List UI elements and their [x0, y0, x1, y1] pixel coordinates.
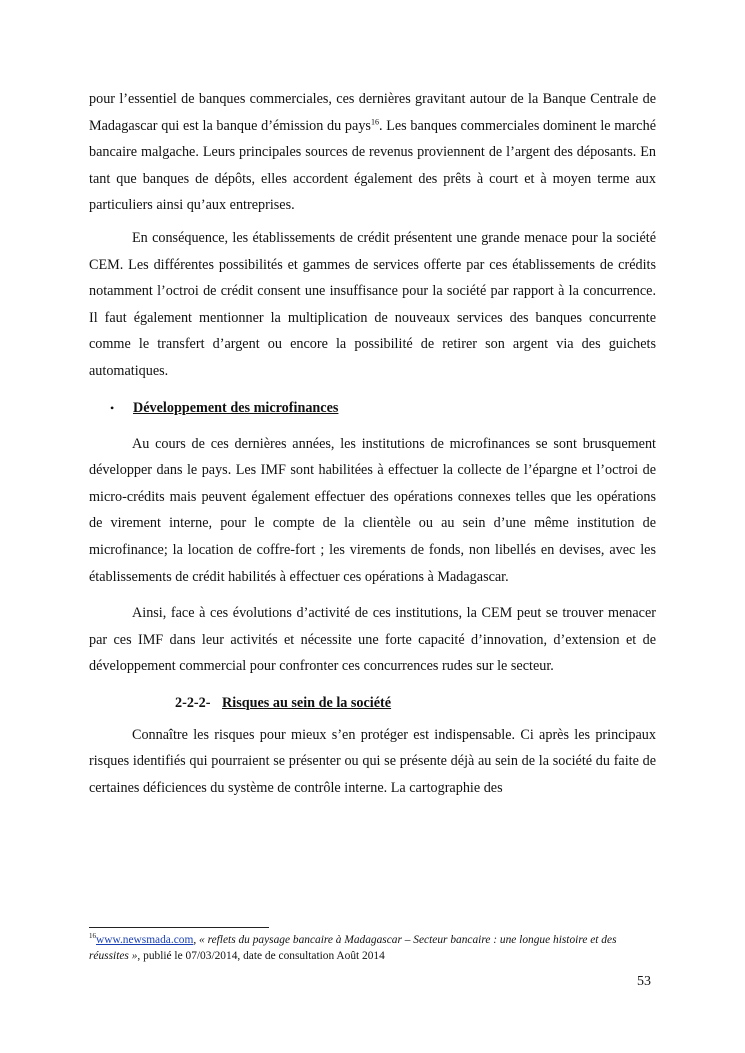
- footnote-number: 16: [89, 932, 96, 941]
- paragraph-credit-threat: En conséquence, les établissements de crédit présentent une grande menace pour la société CEM. Les différentes possibilités et gammes de services offerte par ces établissements de crédits notamment l’octroi de crédit consent une insuffisance pour la société par rapport à la concurrence. Il faut également mentionner la multiplication de nouveaux services des banques concurrente comme le transfert d’argent ou encore la possibilité de retirer son argent via des guichets automatiques.: [89, 229, 656, 379]
- footnote: [89, 932, 656, 964]
- footnote-separator: [89, 927, 269, 928]
- paragraph-risks: Connaître les risques pour mieux s’en protéger est indispensable. Ci après les principaux risques identifiés qui pourraient se présenter ou qui se présente déjà au sein de la société du faite de certaines déficiences du système de contrôle interne. La cartographie des: [89, 726, 656, 797]
- footnote-separator-text: ,: [193, 934, 200, 946]
- footnote-details: , publié le 07/03/2014, date de consultation Août 2014: [137, 950, 385, 962]
- paragraph-imf-threat: Ainsi, face à ces évolutions d’activité de ces institutions, la CEM peut se trouver menacer par ces IMF dans leur activités et nécessite une forte capacité d’innovation, d’extension et de développement commercial pour confronter ces concurrences rudes sur le secteur.: [89, 605, 656, 675]
- page-number: 53: [637, 974, 651, 989]
- footnote-title: « reflets du paysage bancaire à Madagascar – Secteur bancaire : une longue histoire et des réussites »: [89, 934, 617, 962]
- bullet-icon: •: [110, 400, 115, 415]
- paragraph-banks-text-a: pour l’essentiel de banques commerciales, ces dernières gravitant autour de la Banque Centrale de Madagascar qui est la banque d’émission du pays: [89, 91, 656, 134]
- footnote-link[interactable]: www.newsmada.com: [96, 934, 194, 946]
- footnote-ref-16[interactable]: 16: [370, 116, 379, 126]
- bullet-heading-title: Développement des microfinances: [133, 399, 339, 416]
- bullet-heading: [89, 395, 656, 421]
- paragraph-banks: [89, 86, 656, 219]
- section-title: Risques au sein de la société: [222, 694, 392, 711]
- paragraph-microfinance: Au cours de ces dernières années, les institutions de microfinances se sont brusquement développer dans le pays. Les IMF sont habilitées à effectuer la collecte de l’épargne et l’octroi de micro-crédits mais peuvent également effectuer des opérations connexes telles que les opérations de virement interne, pour le compte de la clientèle ou au sein d’une même institution de microfinance; la location de coffre-fort ; les virements de fonds, non libellés en devises, avec les établissements de crédit habilités à effectuer ces opérations à Madagascar.: [89, 435, 656, 585]
- section-heading: [89, 690, 656, 716]
- section-number: 2-2-2-: [175, 694, 211, 711]
- paragraph-banks-text-b: . Les banques commerciales dominent le marché bancaire malgache. Leurs principales sources de revenus proviennent de l’argent des déposants. En tant que banques de dépôts, elles accordent également des prêts à court et à moyen terme aux particuliers ainsi qu’aux entreprises.: [89, 117, 656, 214]
- document-body: [89, 86, 656, 802]
